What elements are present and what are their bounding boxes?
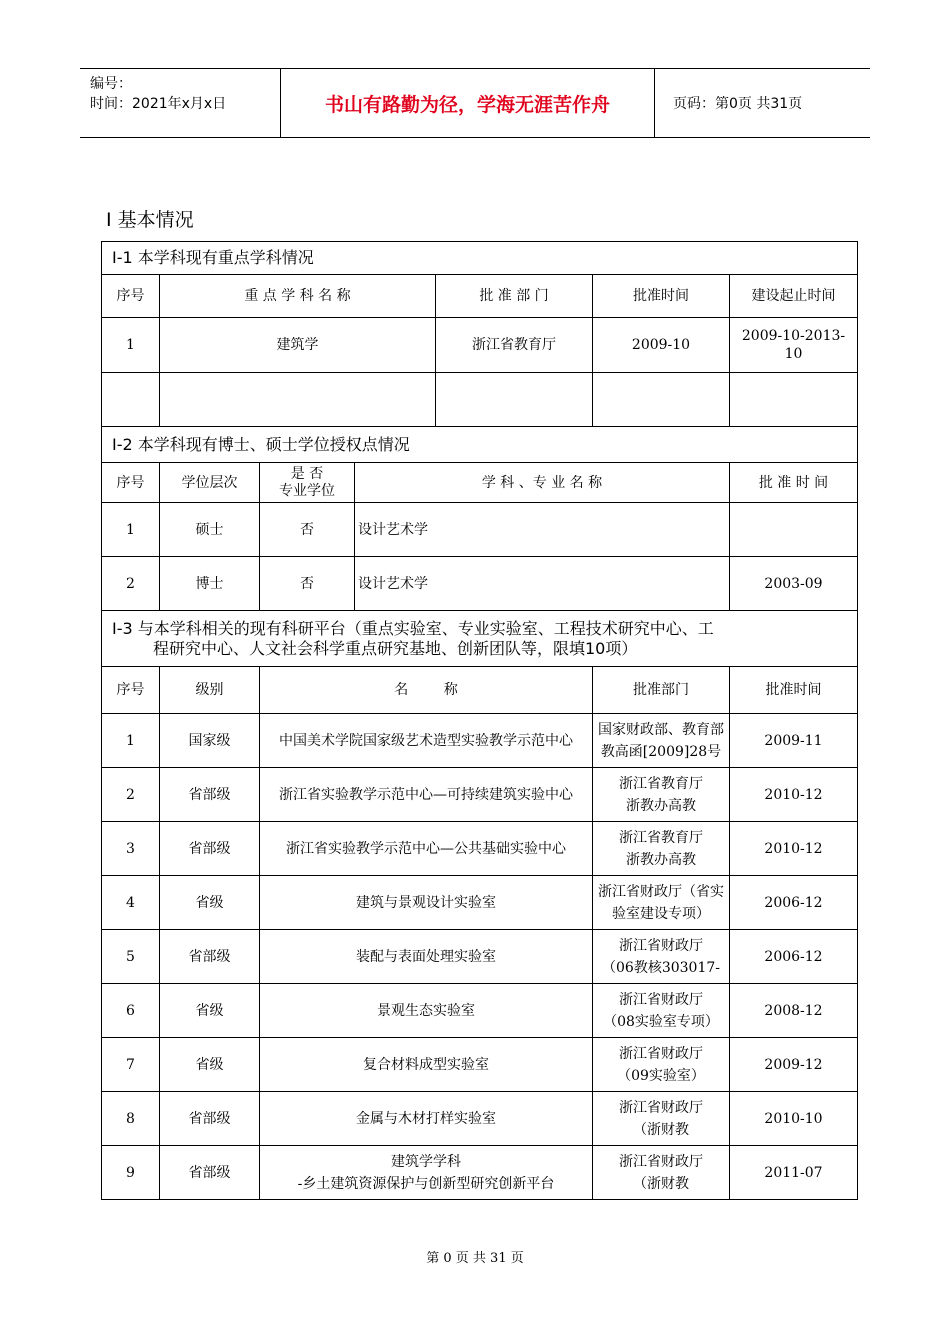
s1-row-dept: 浙江省教育厅 <box>436 318 593 373</box>
s3-title-line2: 程研究中心、人文社会科学重点研究基地、创新团队等，限填10项） <box>153 638 638 658</box>
s2-col-no: 序号 <box>102 463 160 503</box>
s2-row-name: 设计艺术学 <box>355 503 730 557</box>
table-row <box>102 1092 858 1146</box>
table-row <box>102 822 858 876</box>
s3-row-level: 省部级 <box>160 822 260 876</box>
s1-row-period <box>730 373 858 427</box>
s2-row-name: 设计艺术学 <box>355 557 730 611</box>
s2-row-time <box>730 503 858 557</box>
s1-row-no: 1 <box>102 318 160 373</box>
s2-row-time: 2003-09 <box>730 557 858 611</box>
s2-title: Ⅰ-2 本学科现有博士、硕士学位授权点情况 <box>102 427 858 463</box>
table-row <box>102 876 858 930</box>
s3-row-dept: 浙江省财政厅 （浙财教 <box>593 1146 730 1200</box>
s3-row-name: 金属与木材打样实验室 <box>260 1092 593 1146</box>
s3-title <box>102 611 858 667</box>
s3-rows <box>102 714 858 1200</box>
s2-row-no: 2 <box>102 557 160 611</box>
basic-info-table <box>101 241 858 1200</box>
s3-row-no: 9 <box>102 1146 160 1200</box>
s1-row-name: 建筑学 <box>160 318 436 373</box>
document-time-label: 时间：2021年x月x日 <box>90 96 227 112</box>
s3-row-level: 省级 <box>160 1038 260 1092</box>
s3-row-name: 浙江省实验教学示范中心—可持续建筑实验中心 <box>260 768 593 822</box>
s2-row-no: 1 <box>102 503 160 557</box>
s3-row-name: 中国美术学院国家级艺术造型实验教学示范中心 <box>260 714 593 768</box>
s3-col-name: 名 称 <box>260 667 593 714</box>
header-page-label: 页码：第0页 共31页 <box>673 96 803 112</box>
s3-row-level: 省级 <box>160 876 260 930</box>
s3-row-time: 2006-12 <box>730 876 858 930</box>
s3-row-name: 建筑与景观设计实验室 <box>260 876 593 930</box>
table-row <box>102 714 858 768</box>
s3-row-dept: 浙江省教育厅 浙教办高教 <box>593 822 730 876</box>
s3-row-level: 省级 <box>160 984 260 1038</box>
s3-row-time: 2008-12 <box>730 984 858 1038</box>
s1-header-row <box>102 275 858 318</box>
s3-row-level: 省部级 <box>160 768 260 822</box>
s3-col-dept: 批准部门 <box>593 667 730 714</box>
s3-row-level: 省部级 <box>160 1092 260 1146</box>
s3-row-time: 2009-11 <box>730 714 858 768</box>
s3-row-time: 2011-07 <box>730 1146 858 1200</box>
s3-col-time: 批准时间 <box>730 667 858 714</box>
s3-row-dept: 浙江省财政厅 （08实验室专项） <box>593 984 730 1038</box>
s1-title-row <box>102 242 858 275</box>
section-title: Ⅰ 基本情况 <box>106 209 194 231</box>
header-motto: 书山有路勤为径，学海无涯苦作舟 <box>281 69 655 137</box>
s3-row-name: 装配与表面处理实验室 <box>260 930 593 984</box>
s2-row-professional: 否 <box>260 557 355 611</box>
s3-header-row <box>102 667 858 714</box>
s3-row-no: 8 <box>102 1092 160 1146</box>
page-header <box>80 68 870 138</box>
s3-row-level: 省部级 <box>160 1146 260 1200</box>
table-row <box>102 318 858 373</box>
table-row <box>102 503 858 557</box>
table-row <box>102 984 858 1038</box>
s3-col-level: 级别 <box>160 667 260 714</box>
s3-row-dept: 浙江省财政厅 （浙财教 <box>593 1092 730 1146</box>
s2-title-row <box>102 427 858 463</box>
s3-row-no: 7 <box>102 1038 160 1092</box>
s3-row-no: 3 <box>102 822 160 876</box>
s3-title-row <box>102 611 858 667</box>
s2-col-time: 批 准 时 间 <box>730 463 858 503</box>
s3-row-dept: 浙江省财政厅（省实验室建设专项） <box>593 876 730 930</box>
table-row <box>102 1038 858 1092</box>
s3-row-dept: 浙江省财政厅 （09实验室） <box>593 1038 730 1092</box>
s1-col-no: 序号 <box>102 275 160 318</box>
header-info-cell <box>80 69 281 137</box>
s3-row-time: 2009-12 <box>730 1038 858 1092</box>
s1-row-name <box>160 373 436 427</box>
s1-col-name: 重 点 学 科 名 称 <box>160 275 436 318</box>
s2-header-row <box>102 463 858 503</box>
s3-row-time: 2006-12 <box>730 930 858 984</box>
s3-row-no: 2 <box>102 768 160 822</box>
s2-col-name: 学 科 、专 业 名 称 <box>355 463 730 503</box>
s3-row-name: 建筑学学科 -乡土建筑资源保护与创新型研究创新平台 <box>260 1146 593 1200</box>
s3-row-name: 浙江省实验教学示范中心—公共基础实验中心 <box>260 822 593 876</box>
s2-row-professional: 否 <box>260 503 355 557</box>
s1-row-dept <box>436 373 593 427</box>
s3-row-dept: 国家财政部、教育部 教高函[2009]28号 <box>593 714 730 768</box>
s3-row-dept: 浙江省财政厅 （06教核303017- <box>593 930 730 984</box>
s3-row-name: 景观生态实验室 <box>260 984 593 1038</box>
s1-row-period: 2009-10-2013-10 <box>730 318 858 373</box>
table-row <box>102 768 858 822</box>
s1-title: Ⅰ-1 本学科现有重点学科情况 <box>102 242 858 275</box>
table-row <box>102 557 858 611</box>
s3-title-line1: Ⅰ-3 与本学科相关的现有科研平台（重点实验室、专业实验室、工程技术研究中心、工 <box>112 618 714 638</box>
table-row <box>102 373 858 427</box>
s2-row-level: 硕士 <box>160 503 260 557</box>
s3-row-no: 6 <box>102 984 160 1038</box>
s1-row-time <box>593 373 730 427</box>
s3-row-no: 4 <box>102 876 160 930</box>
s1-row-no <box>102 373 160 427</box>
document-number-label: 编号： <box>90 76 132 92</box>
s3-col-no: 序号 <box>102 667 160 714</box>
header-page-info <box>663 69 870 137</box>
s1-col-period: 建设起止时间 <box>730 275 858 318</box>
s3-row-time: 2010-12 <box>730 768 858 822</box>
s2-col-professional: 是 否 专业学位 <box>260 463 355 503</box>
s1-row-time: 2009-10 <box>593 318 730 373</box>
s1-col-dept: 批 准 部 门 <box>436 275 593 318</box>
s3-row-level: 国家级 <box>160 714 260 768</box>
s3-row-time: 2010-10 <box>730 1092 858 1146</box>
s3-row-no: 1 <box>102 714 160 768</box>
s2-row-level: 博士 <box>160 557 260 611</box>
s3-row-level: 省部级 <box>160 930 260 984</box>
s2-col-level: 学位层次 <box>160 463 260 503</box>
table-row <box>102 930 858 984</box>
table-row <box>102 1146 858 1200</box>
s3-row-no: 5 <box>102 930 160 984</box>
s3-row-time: 2010-12 <box>730 822 858 876</box>
s1-col-time: 批准时间 <box>593 275 730 318</box>
page-footer: 第 0 页 共 31 页 <box>426 1251 524 1266</box>
s3-row-name: 复合材料成型实验室 <box>260 1038 593 1092</box>
s3-row-dept: 浙江省教育厅 浙教办高教 <box>593 768 730 822</box>
